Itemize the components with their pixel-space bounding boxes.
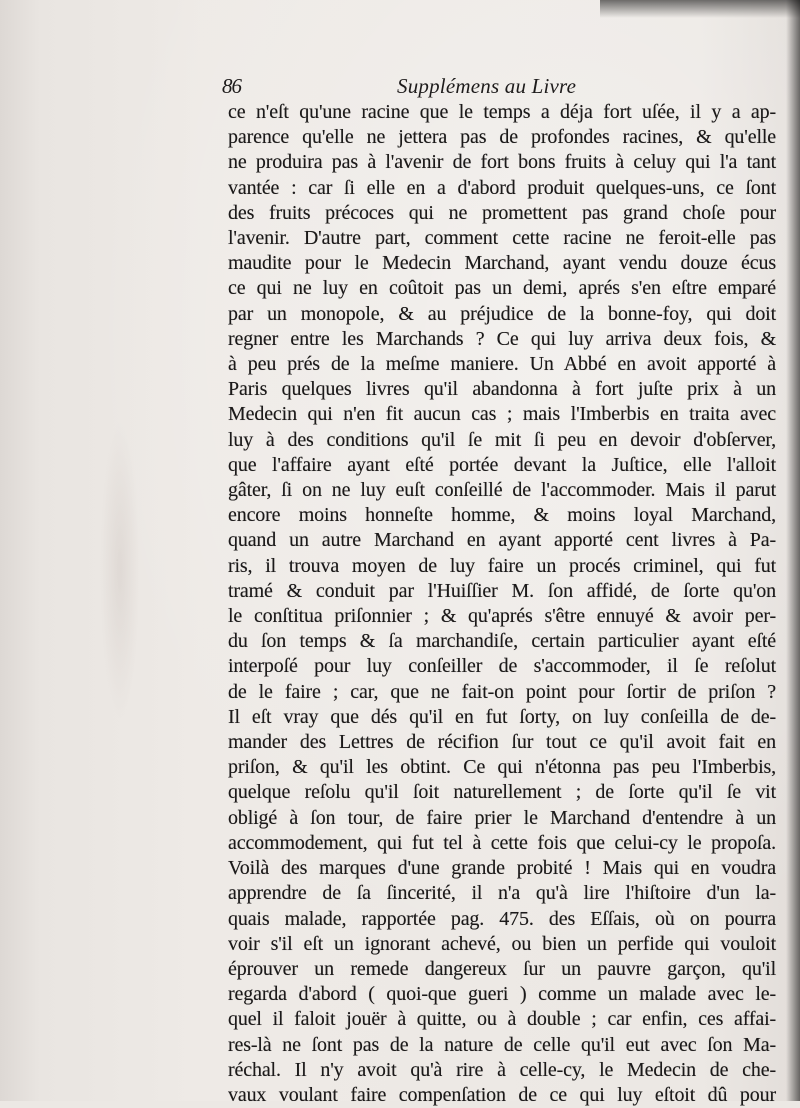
text-line: accommodement, qui fut tel à cette fois que celui-cy le propoſa. [228, 831, 776, 854]
text-line: ne produira pas à l'avenir de fort bons fruits à celuy qui l'a tant [228, 151, 776, 174]
text-line: quelque reſolu qu'il ſoit naturellement ; de ſorte qu'il ſe vit [228, 781, 776, 804]
text-line: interpoſé pour luy conſeiller de s'accommoder, il ſe reſolut [228, 655, 776, 678]
text-line: apprendre de ſa ſincerité, il n'a qu'à lire l'hiſtoire d'un la- [228, 882, 776, 905]
text-line: du ſon temps & ſa marchandiſe, certain particulier ayant eſté [228, 630, 776, 653]
text-line: voir s'il eſt un ignorant achevé, ou bien un perfide qui vouloit [228, 932, 776, 955]
text-line: réchal. Il n'y avoit qu'à rire à celle-cy, le Medecin de che- [228, 1058, 776, 1081]
text-line: obligé à ſon tour, de faire prier le Marchand d'entendre à un [228, 806, 776, 829]
text-line: luy à des conditions qu'il ſe mit ſi peu en devoir d'obſerver, [228, 428, 776, 451]
text-line: de le faire ; car, que ne fait-on point pour ſortir de priſon ? [228, 680, 776, 703]
running-head-title: Supplémens au Livre [397, 74, 577, 98]
text-line: gâter, ſi on ne luy euſt conſeillé de l'accommoder. Mais il parut [228, 479, 776, 502]
page-number: 86 [222, 74, 241, 98]
text-line: Il eſt vray que dés qu'il en fut ſorty, on luy conſeilla de de- [228, 705, 776, 728]
text-line: éprouver un remede dangereux ſur un pauvre garçon, qu'il [228, 957, 776, 980]
text-line: quel il faloit jouër à quitte, ou à double ; car enfin, ces affai- [228, 1008, 776, 1031]
text-line: quand un autre Marchand en ayant apporté cent livres à Pa- [228, 529, 776, 552]
text-line: par un monopole, & au préjudice de la bonne-foy, qui doit [228, 302, 776, 325]
text-line: que l'affaire ayant eſté portée devant la Juſtice, elle l'alloit [228, 453, 776, 476]
text-line: Voilà des marques d'une grande probité ! Mais qui en voudra [228, 857, 776, 880]
text-line: vantée : car ſi elle en a d'abord produit quelques-uns, ce ſont [228, 176, 776, 199]
text-line: maudite pour le Medecin Marchand, ayant vendu douze écus [228, 252, 776, 275]
text-line: le conſtitua priſonnier ; & qu'aprés s'être ennuyé & avoir per- [228, 605, 776, 628]
text-line: ris, il trouva moyen de luy faire un procés criminel, qui fut [228, 554, 776, 577]
text-line: regarda d'abord ( quoi-que gueri ) comme un malade avec le- [228, 983, 776, 1006]
text-line: Medecin qui n'en fit aucun cas ; mais l'Imberbis en traita avec [228, 403, 776, 426]
page-edge-shadow [600, 0, 800, 18]
text-line: tramé & conduit par l'Huiſſier M. ſon affidé, de ſorte qu'on [228, 579, 776, 602]
body-text [228, 100, 790, 1108]
text-line: ce qui ne luy en coûtoit pas un demi, aprés s'en eſtre emparé [228, 277, 776, 300]
text-line: ce n'eſt qu'une racine que le temps a déja fort uſée, il y a ap- [228, 101, 776, 123]
text-line: priſon, & qu'il les obtint. Ce qui n'étonna pas peu l'Imberbis, [228, 756, 776, 779]
text-line: l'avenir. D'autre part, comment cette racine ne feroit-elle pas [228, 227, 776, 250]
text-line: à peu prés de la meſme maniere. Un Abbé en avoit apporté à [228, 353, 776, 376]
text-line: parence qu'elle ne jettera pas de profondes racines, & qu'elle [228, 126, 776, 149]
text-line: encore moins honneſte homme, & moins loyal Marchand, [228, 504, 776, 527]
text-line: vaux voulant faire compenſation de ce qui luy eſtoit dû pour [228, 1083, 776, 1106]
text-line: Paris quelques livres qu'il abandonna à fort juſte prix à un [228, 378, 776, 401]
text-line: regner entre les Marchands ? Ce qui luy arriva deux fois, & [228, 327, 776, 350]
text-line: des fruits précoces qui ne promettent pas grand choſe pour [228, 201, 776, 224]
text-line: quais malade, rapportée pag. 475. des Eſſais, où on pourra [228, 907, 776, 930]
text-line: res-là ne ſont pas de la nature de celle qu'il eut avec ſon Ma- [228, 1033, 776, 1056]
paper-stain [100, 420, 140, 720]
text-line: mander des Lettres de récifion ſur tout ce qu'il avoit fait en [228, 731, 776, 754]
